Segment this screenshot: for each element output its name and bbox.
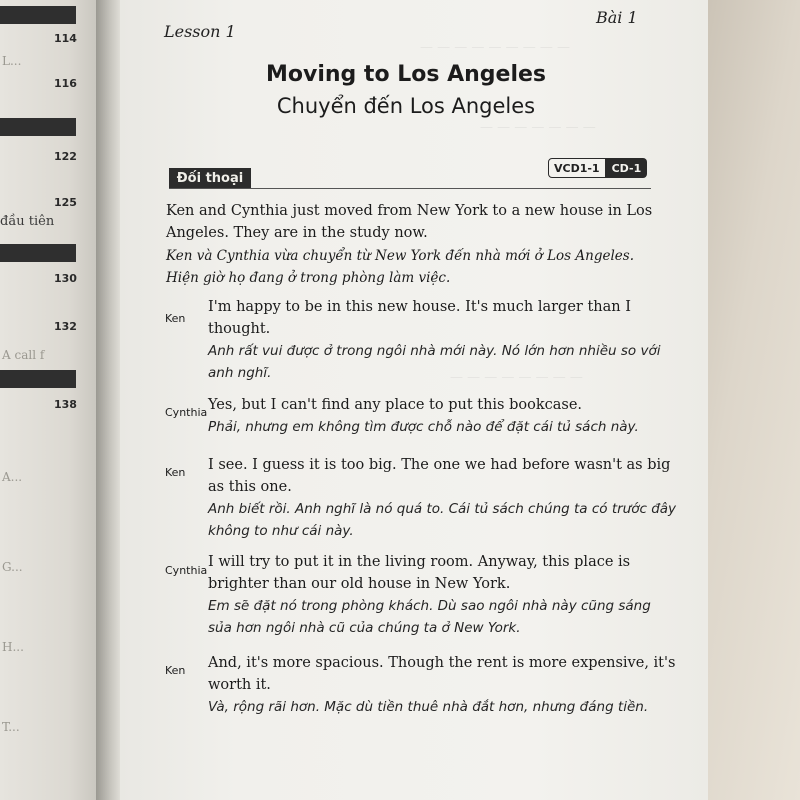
speaker-label: Ken bbox=[165, 466, 186, 479]
section-label: Đối thoại bbox=[169, 168, 251, 189]
toc-faint-line: G... bbox=[2, 560, 23, 574]
lesson-title-english: Moving to Los Angeles bbox=[265, 62, 547, 87]
left-page bbox=[0, 0, 98, 800]
dialogue-line-english: I will try to put it in the living room. Anyway, this place is brighter than our old house in New York. bbox=[208, 554, 631, 592]
intro-english: Ken and Cynthia just moved from New York to a new house in Los Angeles. They are in the study now. bbox=[166, 203, 653, 241]
show-through: — — — — — — — bbox=[480, 120, 596, 135]
media-badge bbox=[548, 158, 647, 178]
section-divider bbox=[169, 188, 651, 189]
show-through: — — — — — — — — bbox=[450, 370, 583, 385]
dialogue-line-english: And, it's more spacious. Though the rent is more expensive, it's worth it. bbox=[208, 655, 676, 693]
dialogue-line-english: I see. I guess it is too big. The one we had before wasn't as big as this one. bbox=[208, 457, 671, 495]
show-through: — — — — — — — — — bbox=[420, 40, 571, 55]
toc-page-number: 138 bbox=[54, 398, 77, 411]
dialogue-line-english: I'm happy to be in this new house. It's much larger than I thought. bbox=[208, 299, 631, 337]
dialogue-line-vietnamese: Anh biết rồi. Anh nghĩ là nó quá to. Cái tủ sách chúng ta có trước đây không to như cái này. bbox=[208, 501, 677, 539]
toc-page-number: 116 bbox=[54, 77, 77, 90]
dialogue-line-vietnamese: Và, rộng rãi hơn. Mặc dù tiền thuê nhà đắt hơn, nhưng đáng tiền. bbox=[208, 699, 649, 715]
running-header-lesson: Lesson 1 bbox=[164, 22, 236, 41]
toc-partial-title: A call f bbox=[2, 348, 45, 362]
speaker-label: Cynthia bbox=[165, 406, 208, 419]
running-header-bai: Bài 1 bbox=[596, 8, 638, 27]
toc-faint-line: A... bbox=[2, 470, 23, 484]
dialogue-line-vietnamese: Em sẽ đặt nó trong phòng khách. Dù sao ngôi nhà này cũng sáng sủa hơn ngôi nhà cũ của chúng ta ở New York. bbox=[208, 598, 651, 636]
book-page bbox=[120, 0, 708, 800]
toc-bar bbox=[0, 370, 76, 388]
dialogue-line-vietnamese: Phải, nhưng em không tìm được chỗ nào để đặt cái tủ sách này. bbox=[208, 419, 639, 435]
toc-page-number: 114 bbox=[54, 32, 77, 45]
toc-faint-line: H... bbox=[2, 640, 24, 654]
speaker-label: Cynthia bbox=[165, 564, 208, 577]
toc-page-number: 132 bbox=[54, 320, 77, 333]
toc-page-number: 122 bbox=[54, 150, 77, 163]
table-surface bbox=[705, 0, 800, 800]
toc-faint-line: T... bbox=[2, 720, 20, 734]
dialogue-line-vietnamese: Anh rất vui được ở trong ngôi nhà mới này. Nó lớn hơn nhiều so với anh nghĩ. bbox=[208, 343, 661, 381]
toc-bar bbox=[0, 118, 76, 136]
book-gutter bbox=[96, 0, 122, 800]
lesson-title-vietnamese: Chuyển đến Los Angeles bbox=[276, 94, 536, 118]
toc-page-number: 130 bbox=[54, 272, 77, 285]
toc-page-number: 125 bbox=[54, 196, 77, 209]
intro-vietnamese: Ken và Cynthia vừa chuyển từ New York đến nhà mới ở Los Angeles. Hiện giờ họ đang ở trong phòng làm việc. bbox=[166, 248, 635, 286]
toc-bar bbox=[0, 6, 76, 24]
toc-bar bbox=[0, 244, 76, 262]
speaker-label: Ken bbox=[165, 312, 186, 325]
cd-badge: CD-1 bbox=[606, 158, 648, 178]
vcd-badge: VCD1-1 bbox=[548, 158, 606, 178]
dialogue-line-english: Yes, but I can't find any place to put this bookcase. bbox=[208, 397, 583, 413]
toc-partial-title: đầu tiên bbox=[0, 214, 55, 229]
speaker-label: Ken bbox=[165, 664, 186, 677]
toc-faint-line: L... bbox=[2, 54, 22, 68]
